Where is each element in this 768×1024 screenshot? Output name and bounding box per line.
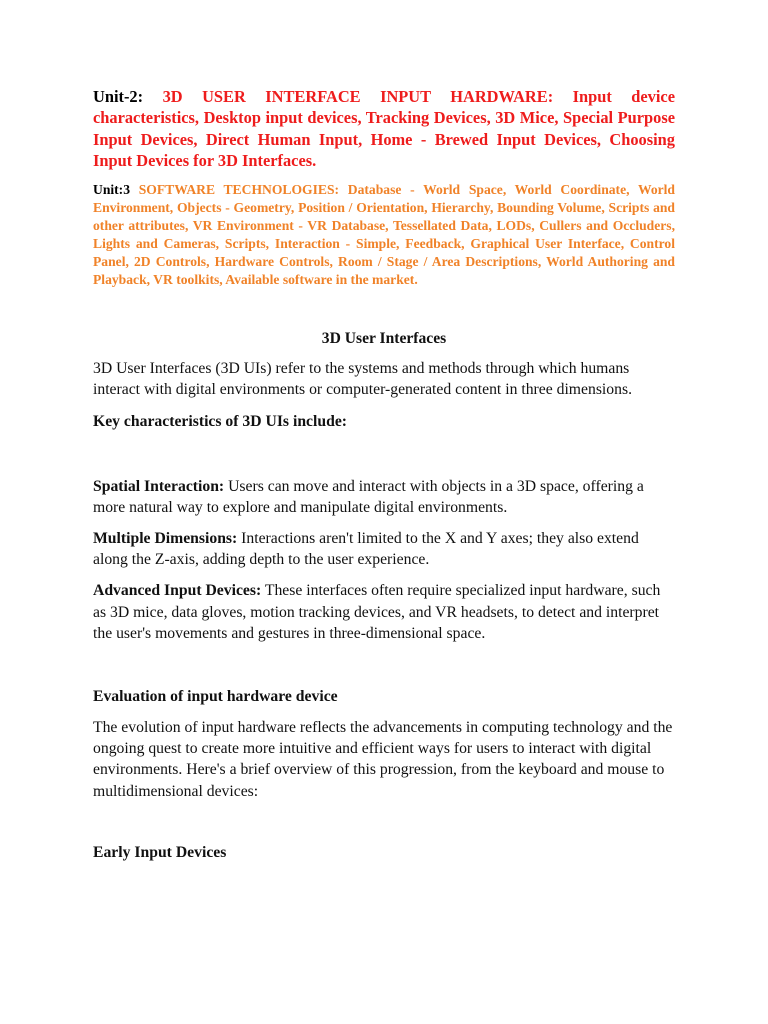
early-input-devices-heading: Early Input Devices (93, 843, 227, 861)
characteristic-multiple-dimensions (93, 528, 675, 570)
characteristic-term: Multiple Dimensions: (93, 530, 238, 547)
evaluation-heading: Evaluation of input hardware device (93, 688, 338, 706)
unit-2-label: Unit-2: (93, 87, 144, 106)
characteristic-spatial-interaction (93, 476, 675, 518)
unit-2-syllabus (93, 86, 675, 171)
spacer (93, 812, 675, 842)
characteristic-description: These interfaces often require specialized input hardware, such as 3D mice, data gloves, motion tracking devices, and VR headsets, to detect and interpret the user's movements and gestures in three-dimensional space. (93, 582, 661, 642)
characteristic-description: Interactions aren't limited to the X and Y axes; they also extend along the Z-axis, adding depth to the user experience. (93, 530, 639, 569)
unit-3-label: Unit:3 (93, 182, 131, 198)
unit-2-topics: 3D USER INTERFACE INPUT HARDWARE: Input device characteristics, Desktop input devices, Tracking Devices, 3D Mice, Special Purpose Input Devices, Direct Human Input, Home - Brewed Input Devices, Choosing Input Devices for 3D Interfaces. (93, 87, 675, 170)
spacer (93, 432, 675, 476)
evaluation-paragraph: The evolution of input hardware reflects the advancements in computing technology and the ongoing quest to create more intuitive and efficient ways for users to interact with digital environments. Here's a brief overview of this progression, from the keyboard and mouse to multidimensional devices: (93, 719, 673, 800)
characteristic-term: Advanced Input Devices: (93, 582, 262, 600)
characteristic-advanced-input-devices (93, 580, 675, 644)
spacer (93, 654, 675, 686)
unit-3-syllabus (93, 181, 675, 289)
key-characteristics-heading: Key characteristics of 3D UIs include: (93, 412, 348, 430)
intro-paragraph: 3D User Interfaces (3D UIs) refer to the systems and methods through which humans interact with digital environments or computer-generated content in three dimensions. (93, 360, 632, 399)
section-title: 3D User Interfaces (321, 330, 447, 348)
document-page (93, 86, 675, 863)
characteristic-term: Spatial Interaction: (93, 477, 225, 495)
unit-3-topics: SOFTWARE TECHNOLOGIES: Database - World Space, World Coordinate, World Environment, Objects - Geometry, Position / Orientation, Hierarchy, Bounding Volume, Scripts and other attributes, VR Environment - VR Database, Tessellated Data, LODs, Cullers and Occluders, Lights and Cameras, Scripts, Interaction - Simple, Feedback, Graphical User Interface, Control Panel, 2D Controls, Hardware Controls, Room / Stage / Area Descriptions, World Authoring and Playback, VR toolkits, Available software in the market. (93, 182, 675, 288)
characteristic-description: Users can move and interact with objects in a 3D space, offering a more natural way to explore and manipulate digital environments. (93, 477, 644, 516)
